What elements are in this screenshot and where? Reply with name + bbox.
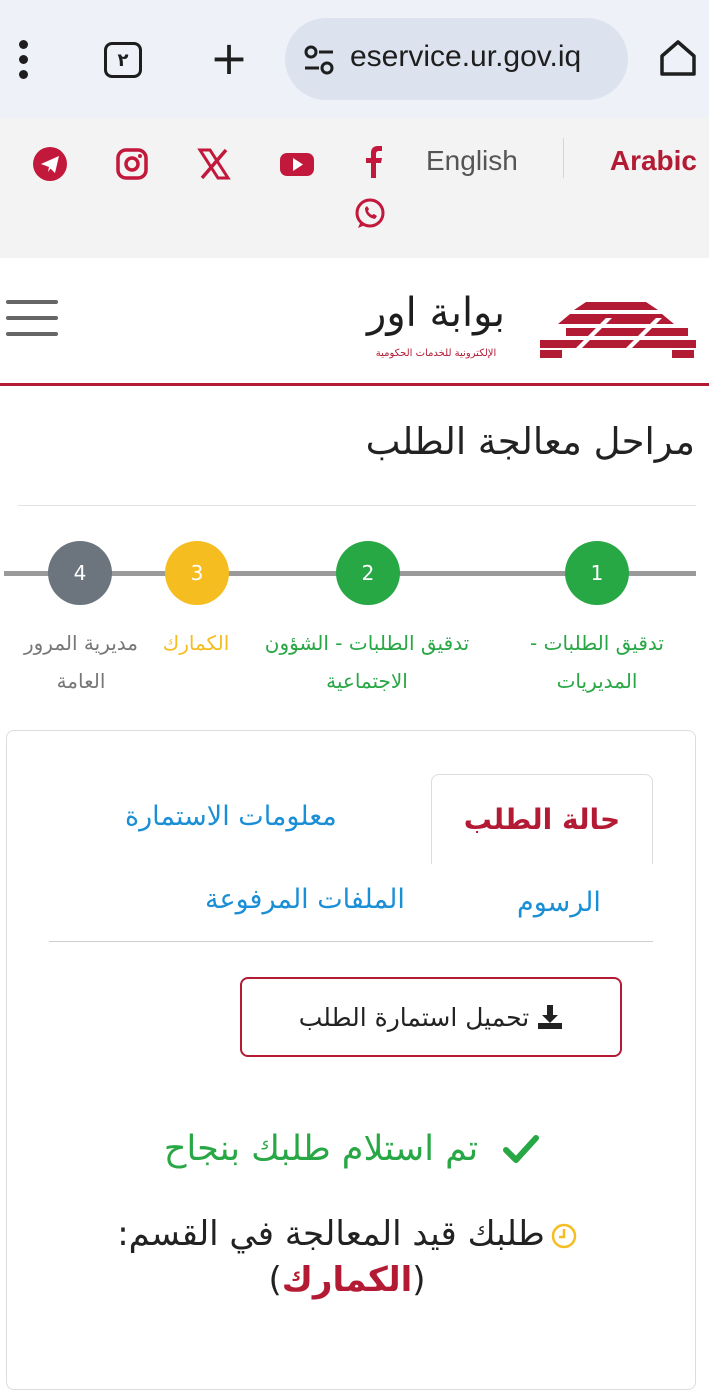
step-3-circle: 3 [165, 541, 229, 605]
hamburger-menu-icon[interactable] [6, 298, 58, 338]
home-icon[interactable] [656, 36, 700, 80]
lang-english-link[interactable]: English [426, 145, 518, 176]
divider [563, 138, 564, 178]
portal-logo-icon[interactable] [536, 298, 696, 360]
tabs-divider [49, 941, 653, 942]
download-icon [537, 1004, 563, 1030]
download-form-button[interactable] [240, 977, 622, 1057]
url-text[interactable]: eservice.ur.gov.iq [350, 40, 582, 73]
step-4-label: مديرية المرور العامة [23, 631, 139, 693]
progress-stepper [0, 538, 709, 698]
status-department: الكمارك [281, 1260, 413, 1300]
clock-icon [551, 1223, 577, 1249]
tab-uploaded-files[interactable]: الملفات المرفوعة [205, 884, 405, 915]
tab-request-status[interactable]: حالة الطلب [431, 774, 653, 864]
x-icon[interactable] [196, 146, 232, 182]
site-settings-icon[interactable] [302, 43, 336, 77]
status-suffix: ) [268, 1260, 282, 1300]
logo-title[interactable]: بوابة اور [367, 290, 505, 336]
step-2-label: تدقيق الطلبات - الشؤون الاجتماعية [264, 631, 470, 693]
step-3-label: الكمارك [162, 631, 230, 655]
success-message [27, 1129, 677, 1169]
browser-toolbar [0, 0, 709, 118]
step-1-circle: 1 [565, 541, 629, 605]
tabs-button[interactable]: ٢ [104, 42, 142, 78]
menu-dots-icon[interactable] [12, 38, 36, 82]
youtube-icon[interactable] [279, 146, 315, 182]
step-2-circle: 2 [336, 541, 400, 605]
page-title: مراحل معالجة الطلب [365, 420, 695, 463]
tab-form-info[interactable]: معلومات الاستمارة [125, 801, 337, 832]
step-4-circle: 4 [48, 541, 112, 605]
request-card [6, 730, 696, 1390]
tab-fees[interactable]: الرسوم [517, 887, 601, 918]
status-prefix: طلبك قيد المعالجة في القسم: ( [117, 1214, 545, 1300]
site-header [0, 258, 709, 386]
success-text: تم استلام طلبك بنجاح [163, 1129, 479, 1169]
divider [18, 505, 696, 506]
logo-subtitle: الإلكترونية للخدمات الحكومية [375, 348, 497, 359]
instagram-icon[interactable] [114, 146, 150, 182]
plus-icon[interactable]: + [209, 31, 249, 85]
telegram-icon[interactable] [32, 146, 68, 182]
lang-arabic-link[interactable]: Arabic [609, 145, 697, 176]
facebook-icon[interactable] [356, 144, 392, 180]
social-language-bar [0, 118, 709, 258]
whatsapp-icon[interactable] [352, 196, 388, 232]
processing-status [67, 1211, 627, 1303]
check-icon [502, 1130, 540, 1168]
step-1-label: تدقيق الطلبات - المديريات [530, 631, 664, 693]
download-form-label: تحميل استمارة الطلب [298, 1002, 530, 1032]
